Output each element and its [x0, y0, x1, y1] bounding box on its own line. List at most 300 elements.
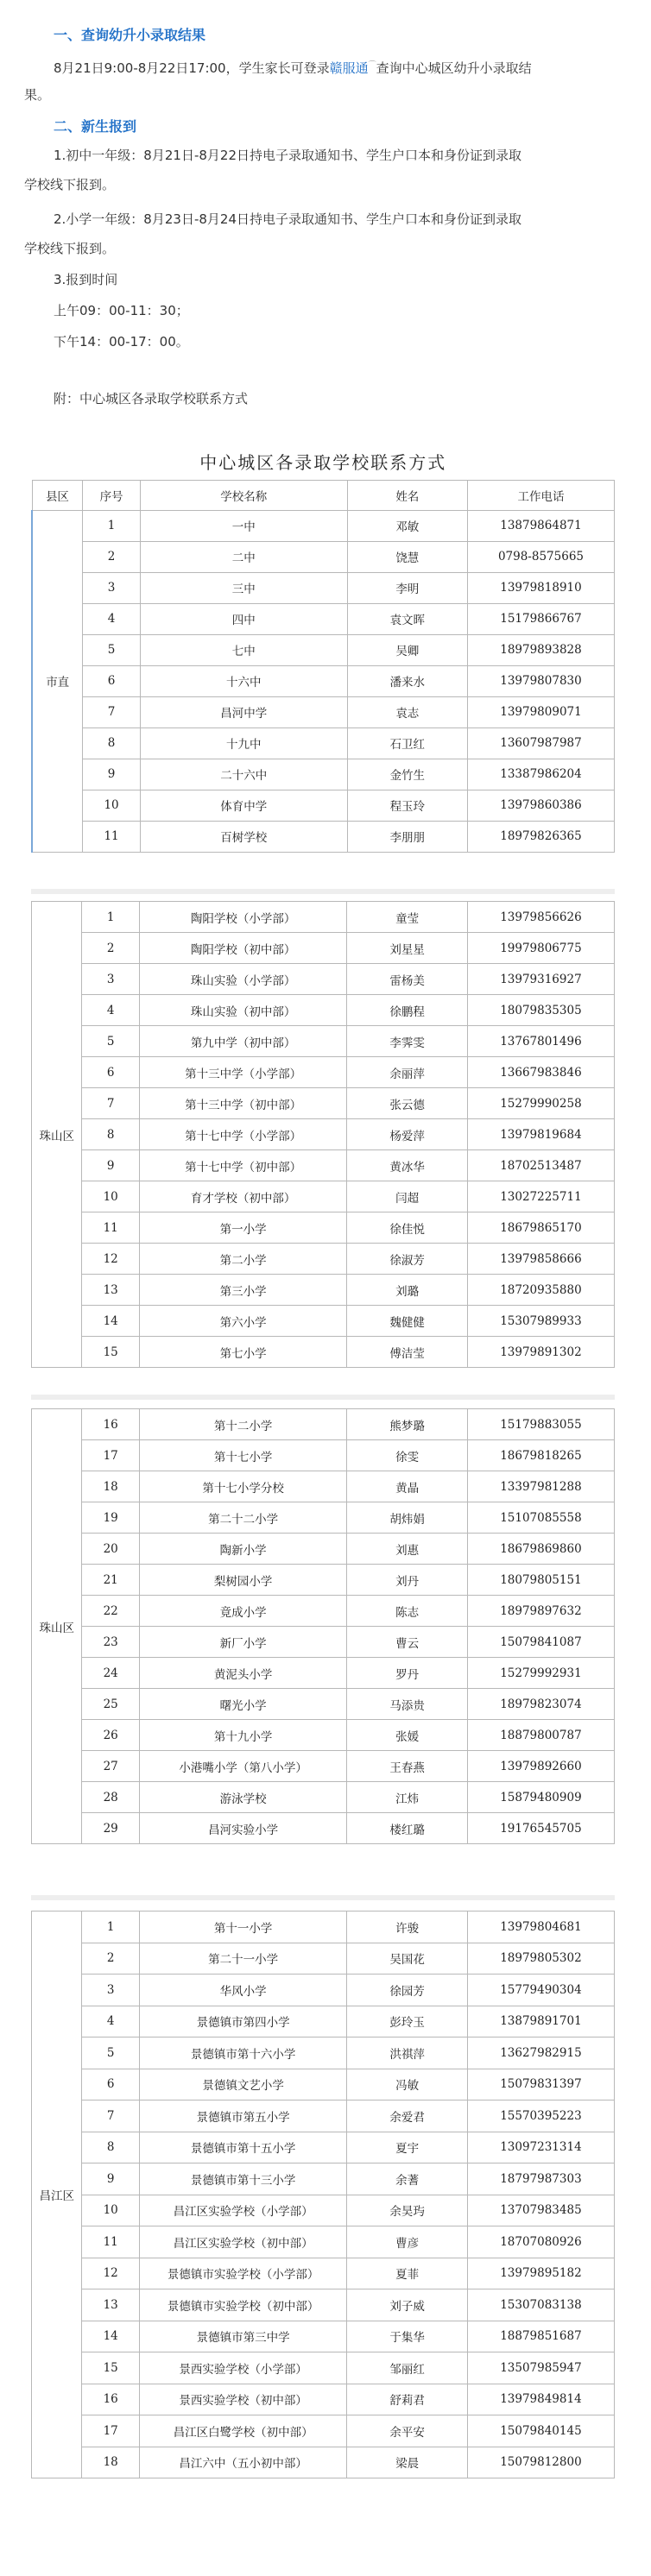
contact-name: 童莹	[347, 902, 468, 933]
table-row	[32, 1471, 615, 1502]
phone-number: 13879891701	[467, 2006, 614, 2037]
table-row	[32, 2384, 615, 2415]
row-number: 17	[82, 1440, 139, 1471]
row-number: 12	[82, 1244, 139, 1275]
phone-number: 13027225711	[467, 1181, 614, 1212]
contact-name: 徐鹏程	[347, 995, 468, 1026]
phone-number: 18979823074	[467, 1689, 614, 1720]
contact-name: 梁晨	[347, 2447, 468, 2478]
contact-name: 杨爱萍	[347, 1119, 468, 1150]
contact-name: 袁文晖	[347, 603, 467, 634]
school-name: 珠山实验（小学部）	[139, 964, 346, 995]
school-name: 二中	[140, 541, 347, 572]
table-row	[32, 2132, 615, 2163]
table-row	[32, 1119, 615, 1150]
school-name: 景德镇市实验学校（初中部）	[139, 2289, 346, 2321]
table-row	[32, 541, 615, 572]
contact-name: 许骏	[347, 1912, 468, 1943]
phone-number: 19176545705	[467, 1813, 614, 1844]
contact-name: 徐雯	[347, 1440, 468, 1471]
phone-number: 18979897632	[467, 1596, 614, 1627]
phone-number: 13979819684	[467, 1119, 614, 1150]
paragraph-middle-school-cont: 学校线下报到。	[24, 177, 116, 192]
row-number: 12	[82, 2258, 139, 2289]
table-row	[32, 1337, 615, 1368]
row-number: 1	[82, 1912, 139, 1943]
phone-number: 18079835305	[467, 995, 614, 1026]
contact-name: 黄晶	[347, 1471, 468, 1502]
table-row	[32, 2352, 615, 2384]
phone-number: 15570395223	[467, 2100, 614, 2132]
row-number: 20	[82, 1534, 139, 1565]
row-number: 11	[82, 1212, 139, 1244]
school-name: 十九中	[140, 727, 347, 759]
phone-number: 15779490304	[467, 1975, 614, 2006]
table-row	[32, 759, 615, 790]
phone-number: 13397981288	[467, 1471, 614, 1502]
contact-name: 夏宇	[347, 2132, 468, 2163]
row-number: 1	[83, 510, 140, 541]
contact-name: 罗丹	[347, 1658, 468, 1689]
table-row	[32, 727, 615, 759]
school-name: 陶新小学	[139, 1534, 346, 1565]
school-name: 第二小学	[139, 1244, 346, 1275]
table-row	[32, 1244, 615, 1275]
phone-number: 18720935880	[467, 1275, 614, 1306]
row-number: 5	[82, 2037, 139, 2069]
phone-number: 13667983846	[467, 1057, 614, 1088]
contact-name: 江炜	[347, 1782, 468, 1813]
table-row	[32, 1212, 615, 1244]
phone-number: 13767801496	[467, 1026, 614, 1057]
contact-name: 李明	[347, 572, 467, 603]
school-name: 三中	[140, 572, 347, 603]
row-number: 19	[82, 1502, 139, 1534]
row-number: 14	[82, 1306, 139, 1337]
table-row	[32, 2321, 615, 2352]
table-row	[32, 1596, 615, 1627]
school-name: 第七小学	[139, 1337, 346, 1368]
district-cell: 珠山区	[32, 1409, 82, 1844]
phone-number: 18679865170	[467, 1212, 614, 1244]
contact-name: 曹彦	[347, 2226, 468, 2258]
table-row	[32, 1150, 615, 1181]
header-name: 姓名	[347, 480, 467, 510]
table-row	[32, 1689, 615, 1720]
phone-number: 13979316927	[467, 964, 614, 995]
contact-name: 潘来水	[347, 665, 467, 696]
phone-number: 13979856626	[467, 902, 614, 933]
table-row	[32, 2006, 615, 2037]
school-name: 百树学校	[140, 821, 347, 852]
table-row	[32, 2100, 615, 2132]
contact-name: 刘星星	[347, 933, 468, 964]
table-row	[32, 1502, 615, 1534]
table-row	[32, 696, 615, 727]
header-phone: 工作电话	[467, 480, 614, 510]
row-number: 15	[82, 1337, 139, 1368]
row-number: 4	[83, 603, 140, 634]
phone-number: 13979858666	[467, 1244, 614, 1275]
table-separator	[31, 1395, 615, 1400]
district-cell: 市直	[32, 510, 83, 852]
phone-number: 19979806775	[467, 933, 614, 964]
row-number: 10	[83, 790, 140, 821]
phone-number: 0798-8575665	[467, 541, 614, 572]
contact-name: 王春燕	[347, 1751, 468, 1782]
contact-name: 吴国花	[347, 1943, 468, 1975]
contact-name: 张媛	[347, 1720, 468, 1751]
row-number: 14	[82, 2321, 139, 2352]
phone-number: 15079831397	[467, 2069, 614, 2100]
contact-name: 雷杨美	[347, 964, 468, 995]
contact-name: 余丽萍	[347, 1057, 468, 1088]
table-row	[32, 1275, 615, 1306]
phone-number: 15279990258	[467, 1088, 614, 1119]
row-number: 6	[82, 1057, 139, 1088]
school-name: 第一小学	[139, 1212, 346, 1244]
phone-number: 18702513487	[467, 1150, 614, 1181]
school-name: 景德镇市第五小学	[139, 2100, 346, 2132]
row-number: 3	[82, 964, 139, 995]
contact-name: 刘丹	[347, 1565, 468, 1596]
table-row	[32, 2258, 615, 2289]
row-number: 16	[82, 2384, 139, 2415]
row-number: 2	[83, 541, 140, 572]
phone-number: 18879800787	[467, 1720, 614, 1751]
query-text-c: 果。	[24, 87, 51, 103]
table-row	[32, 1534, 615, 1565]
school-name: 第十七中学（初中部）	[139, 1150, 346, 1181]
phone-number: 15079812800	[467, 2447, 614, 2478]
school-name: 景德镇文艺小学	[139, 2069, 346, 2100]
row-number: 6	[82, 2069, 139, 2100]
phone-number: 13979860386	[467, 790, 614, 821]
school-name: 第十三中学（小学部）	[139, 1057, 346, 1088]
contact-name: 金竹生	[347, 759, 467, 790]
header-no: 序号	[83, 480, 140, 510]
school-name: 景西实验学校（初中部）	[139, 2384, 346, 2415]
table-row	[32, 1782, 615, 1813]
row-number: 9	[83, 759, 140, 790]
table-row	[32, 1026, 615, 1057]
row-number: 11	[82, 2226, 139, 2258]
contact-name: 舒莉君	[347, 2384, 468, 2415]
school-name: 第十九小学	[139, 1720, 346, 1751]
row-number: 1	[82, 902, 139, 933]
contact-name: 冯敏	[347, 2069, 468, 2100]
phone-number: 13097231314	[467, 2132, 614, 2163]
school-name: 四中	[140, 603, 347, 634]
school-name: 第十七小学	[139, 1440, 346, 1471]
contact-name: 刘璐	[347, 1275, 468, 1306]
table-row	[32, 1943, 615, 1975]
contact-name: 熊梦璐	[347, 1409, 468, 1440]
appendix-note: 附：中心城区各录取学校联系方式	[54, 391, 249, 406]
row-number: 9	[82, 2163, 139, 2195]
row-number: 7	[82, 1088, 139, 1119]
school-name: 景德镇市第十五小学	[139, 2132, 346, 2163]
row-number: 2	[82, 1943, 139, 1975]
phone-number: 13979891302	[467, 1337, 614, 1368]
contact-name: 吴卿	[347, 634, 467, 665]
table-title: 中心城区各录取学校联系方式	[32, 444, 615, 480]
phone-number: 18879851687	[467, 2321, 614, 2352]
paragraph-report-time: 3.报到时间	[54, 272, 118, 287]
school-name: 昌江区白鹭学校（初中部）	[139, 2415, 346, 2447]
table-row	[32, 1751, 615, 1782]
row-number: 22	[82, 1596, 139, 1627]
contact-name: 曹云	[347, 1627, 468, 1658]
contact-name: 彭玲玉	[347, 2006, 468, 2037]
contact-name: 刘子威	[347, 2289, 468, 2321]
table-row	[32, 933, 615, 964]
table-row	[32, 964, 615, 995]
row-number: 3	[82, 1975, 139, 2006]
school-name: 昌河中学	[140, 696, 347, 727]
school-name: 陶阳学校（初中部）	[139, 933, 346, 964]
phone-number: 13979892660	[467, 1751, 614, 1782]
phone-number: 13507985947	[467, 2352, 614, 2384]
row-number: 4	[82, 2006, 139, 2037]
school-name: 第十七中学（小学部）	[139, 1119, 346, 1150]
paragraph-primary-school-cont: 学校线下报到。	[24, 241, 116, 256]
paragraph-middle-school: 1.初中一年级：8月21日-8月22日持电子录取通知书、学生户口本和身份证到录取	[54, 148, 521, 163]
phone-number: 15307083138	[467, 2289, 614, 2321]
table-row	[32, 510, 615, 541]
row-number: 13	[82, 2289, 139, 2321]
contact-name: 张云德	[347, 1088, 468, 1119]
school-name: 昌江六中（五小初中部）	[139, 2447, 346, 2478]
school-name: 体育中学	[140, 790, 347, 821]
table-row	[32, 1975, 615, 2006]
school-name: 第十七小学分校	[139, 1471, 346, 1502]
phone-number: 15307989933	[467, 1306, 614, 1337]
school-name: 第十三中学（初中部）	[139, 1088, 346, 1119]
phone-number: 15079841087	[467, 1627, 614, 1658]
school-name: 昌河实验小学	[139, 1813, 346, 1844]
contact-name: 刘惠	[347, 1534, 468, 1565]
contact-name: 闫超	[347, 1181, 468, 1212]
morning-time: 上午09：00-11：30；	[54, 303, 189, 318]
row-number: 18	[82, 2447, 139, 2478]
row-number: 8	[83, 727, 140, 759]
contact-name: 李霁雯	[347, 1026, 468, 1057]
row-number: 10	[82, 2195, 139, 2226]
school-name: 珠山实验（初中部）	[139, 995, 346, 1026]
phone-number: 13387986204	[467, 759, 614, 790]
row-number: 7	[83, 696, 140, 727]
school-name: 昌江区实验学校（初中部）	[139, 2226, 346, 2258]
school-name: 十六中	[140, 665, 347, 696]
row-number: 11	[83, 821, 140, 852]
table-row	[32, 1912, 615, 1943]
phone-number: 18679869860	[467, 1534, 614, 1565]
school-name: 第六小学	[139, 1306, 346, 1337]
contact-name: 魏健健	[347, 1306, 468, 1337]
contact-name: 袁志	[347, 696, 467, 727]
phone-number: 15179866767	[467, 603, 614, 634]
table-row	[32, 1181, 615, 1212]
header-district: 县区	[32, 480, 83, 510]
row-number: 6	[83, 665, 140, 696]
table-row	[32, 1627, 615, 1658]
school-name: 梨树园小学	[139, 1565, 346, 1596]
school-name: 竟成小学	[139, 1596, 346, 1627]
table-row	[32, 2415, 615, 2447]
table-row	[32, 2037, 615, 2069]
table-row	[32, 1565, 615, 1596]
row-number: 17	[82, 2415, 139, 2447]
contact-name: 余蓍	[347, 2163, 468, 2195]
phone-number: 13607987987	[467, 727, 614, 759]
row-number: 16	[82, 1409, 139, 1440]
phone-number: 15107085558	[467, 1502, 614, 1534]
row-number: 15	[82, 2352, 139, 2384]
row-number: 21	[82, 1565, 139, 1596]
contact-table-zhushan-2	[31, 1408, 615, 1844]
contact-name: 邓敏	[347, 510, 467, 541]
school-name: 第二十一小学	[139, 1943, 346, 1975]
table-row	[32, 1088, 615, 1119]
phone-number: 13979807830	[467, 665, 614, 696]
school-name: 景西实验学校（小学部）	[139, 2352, 346, 2384]
contact-name: 徐佳悦	[347, 1212, 468, 1244]
table-row	[32, 790, 615, 821]
phone-number: 15079840145	[467, 2415, 614, 2447]
phone-number: 13979895182	[467, 2258, 614, 2289]
table-row	[32, 2289, 615, 2321]
phone-number: 13979818910	[467, 572, 614, 603]
school-name: 第十二小学	[139, 1409, 346, 1440]
table-row	[32, 603, 615, 634]
school-name: 景德镇市第三中学	[139, 2321, 346, 2352]
contact-name: 马添贵	[347, 1689, 468, 1720]
contact-name: 楼红璐	[347, 1813, 468, 1844]
row-number: 8	[82, 2132, 139, 2163]
contact-name: 余昊玙	[347, 2195, 468, 2226]
school-name: 第九中学（初中部）	[139, 1026, 346, 1057]
school-name: 景德镇市第十三小学	[139, 2163, 346, 2195]
phone-number: 15879480909	[467, 1782, 614, 1813]
phone-number: 18707080926	[467, 2226, 614, 2258]
contact-name: 程玉玲	[347, 790, 467, 821]
table-row	[32, 1057, 615, 1088]
school-name: 昌江区实验学校（小学部）	[139, 2195, 346, 2226]
row-number: 9	[82, 1150, 139, 1181]
table-row	[32, 1409, 615, 1440]
row-number: 3	[83, 572, 140, 603]
contact-name: 傅洁莹	[347, 1337, 468, 1368]
school-name: 曙光小学	[139, 1689, 346, 1720]
school-name: 小港嘴小学（第八小学）	[139, 1751, 346, 1782]
table-row	[32, 1440, 615, 1471]
table-row	[32, 2447, 615, 2478]
section-heading-1: 一、查询幼升小录取结果	[54, 27, 206, 43]
ganfutong-link[interactable]: 赣服通	[329, 60, 369, 76]
row-number: 26	[82, 1720, 139, 1751]
phone-number: 18979893828	[467, 634, 614, 665]
row-number: 18	[82, 1471, 139, 1502]
row-number: 13	[82, 1275, 139, 1306]
contact-name: 李朋朋	[347, 821, 467, 852]
contact-name: 徐园芳	[347, 1975, 468, 2006]
afternoon-time: 下午14：00-17：00。	[54, 334, 189, 350]
query-text-a: 8月21日9:00-8月22日17:00，学生家长可登录	[54, 60, 330, 76]
table-separator	[31, 889, 615, 894]
phone-number: 13979849814	[467, 2384, 614, 2415]
table-separator	[31, 1895, 615, 1900]
row-number: 25	[82, 1689, 139, 1720]
row-number: 2	[82, 933, 139, 964]
contact-name: 徐淑芳	[347, 1244, 468, 1275]
row-number: 29	[82, 1813, 139, 1844]
contact-name: 余爱君	[347, 2100, 468, 2132]
school-name: 景德镇市实验学校（小学部）	[139, 2258, 346, 2289]
school-name: 景德镇市第十六小学	[139, 2037, 346, 2069]
row-number: 5	[83, 634, 140, 665]
table-row	[32, 572, 615, 603]
row-number: 7	[82, 2100, 139, 2132]
contact-name: 黄冰华	[347, 1150, 468, 1181]
table-row	[32, 2195, 615, 2226]
link-icon: ⌒	[368, 61, 376, 70]
section-heading-2: 二、新生报到	[54, 118, 137, 135]
table-row	[32, 665, 615, 696]
row-number: 27	[82, 1751, 139, 1782]
school-name: 第三小学	[139, 1275, 346, 1306]
contact-name: 于集华	[347, 2321, 468, 2352]
school-name: 游泳学校	[139, 1782, 346, 1813]
school-name: 新厂小学	[139, 1627, 346, 1658]
contact-name: 陈志	[347, 1596, 468, 1627]
row-number: 23	[82, 1627, 139, 1658]
phone-number: 15179883055	[467, 1409, 614, 1440]
phone-number: 18979805302	[467, 1943, 614, 1975]
table-row	[32, 995, 615, 1026]
row-number: 5	[82, 1026, 139, 1057]
table-row	[32, 1658, 615, 1689]
table-row	[32, 902, 615, 933]
row-number: 28	[82, 1782, 139, 1813]
row-number: 4	[82, 995, 139, 1026]
contact-table-changjiang	[31, 1911, 615, 2478]
school-name: 一中	[140, 510, 347, 541]
school-name: 陶阳学校（小学部）	[139, 902, 346, 933]
row-number: 24	[82, 1658, 139, 1689]
phone-number: 18079805151	[467, 1565, 614, 1596]
school-name: 育才学校（初中部）	[139, 1181, 346, 1212]
phone-number: 13979809071	[467, 696, 614, 727]
phone-number: 18797987303	[467, 2163, 614, 2195]
school-name: 景德镇市第四小学	[139, 2006, 346, 2037]
table-row	[32, 821, 615, 852]
phone-number: 13707983485	[467, 2195, 614, 2226]
table-row	[32, 2226, 615, 2258]
table-header-row	[32, 480, 615, 510]
phone-number: 13627982915	[467, 2037, 614, 2069]
query-text-b: 查询中心城区幼升小录取结	[376, 60, 532, 76]
district-cell: 昌江区	[32, 1912, 82, 2478]
school-name: 黄泥头小学	[139, 1658, 346, 1689]
school-name: 华风小学	[139, 1975, 346, 2006]
contact-name: 石卫红	[347, 727, 467, 759]
contact-name: 饶慧	[347, 541, 467, 572]
school-name: 第十一小学	[139, 1912, 346, 1943]
paragraph-primary-school: 2.小学一年级：8月23日-8月24日持电子录取通知书、学生户口本和身份证到录取	[54, 211, 521, 227]
row-number: 10	[82, 1181, 139, 1212]
phone-number: 18679818265	[467, 1440, 614, 1471]
